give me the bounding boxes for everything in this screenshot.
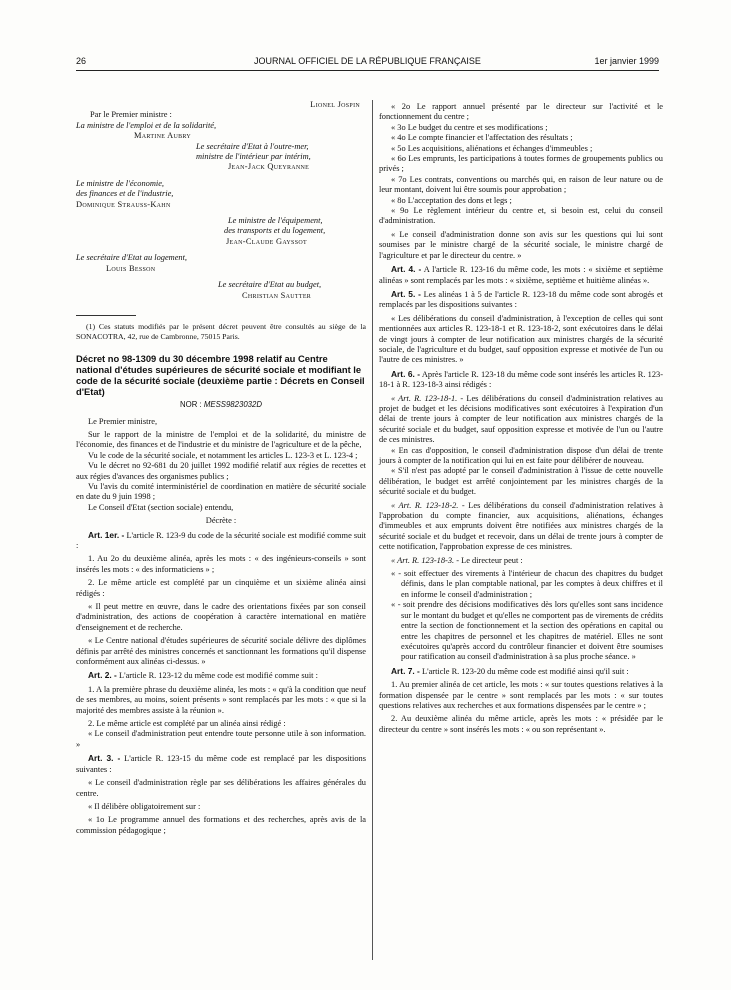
article-5 (379, 289, 663, 311)
paragraph: 2. Le même article est complété par un alinéa ainsi rédigé : (88, 719, 286, 729)
paragraph: Vu le décret no 92-681 du 20 juillet 1992 modifié relatif aux régies de recettes et aux régies d'avances des organismes publics ; (76, 461, 366, 481)
bullet-item: « - soit prendre des décisions modificatives dès lors qu'elles sont sans incidence sur le montant du budget et qu'elles ne comportent pas de virements de crédits entre la section de fonctionnement et la section des opérations en capital ou entre les chapitres de personnel et les chapitres de matériel. Elles ne sont exécutoires qu'après accord du contrôleur financier et doivent être soumises pour ratification au conseil d'administration à sa plus proche séance. » (391, 600, 663, 662)
pm-by: Par le Premier ministre : (90, 110, 172, 120)
paragraph: Vu l'avis du comité interministériel de coordination en matière de sécurité sociale en date du 9 juin 1998 ; (76, 481, 366, 502)
left-column (76, 100, 366, 836)
column-separator (372, 100, 373, 960)
footnote-rule (76, 315, 136, 316)
paragraph: « 1o Le programme annuel des formations et des recherches, après avis de la commission pédagogique ; (76, 815, 366, 835)
article-label: Art. 2. - (88, 670, 117, 681)
page-number: 26 (76, 56, 87, 66)
paragraph: « En cas d'opposition, le conseil d'administration dispose d'un délai de trente jours à compter de la notification qui lui en est faite pour délibérer de nouveau. (379, 445, 663, 465)
paragraph: « 8o L'acceptation des dons et legs ; (391, 195, 512, 205)
paragraph: « Le conseil d'administration donne son avis sur les questions qui lui sont soumises par le ministre chargé de la sécurité sociale, le ministre chargé de l'agriculture et par le directeur du centre. » (379, 229, 663, 260)
bullet-item: « - soit effectuer des virements à l'intérieur de chacun des chapitres du budget définis, dans le plan comptable national, par les comptes à deux chiffres et il en informe le conseil d'administration ; (391, 569, 663, 599)
paragraph: « Il peut mettre en œuvre, dans le cadre des orientations fixées par son conseil d'administration, des actions de coopération à caractère international en matière d'enseignement et de recherche. (76, 602, 366, 632)
paragraph: « S'il n'est pas adopté par le conseil d'administration à l'issue de cette nouvelle délibération, le budget est arrêté conjointement par les ministres chargés de la sécurité sociale et du budget. (379, 466, 663, 497)
budget-title: Le secrétaire d'Etat au budget, (218, 280, 322, 290)
article-label: Art. 6. - (391, 368, 421, 379)
economie-title1: Le ministre de l'économie, (76, 178, 165, 188)
decrete-heading: Décrète : (205, 516, 237, 526)
article-1 (76, 530, 366, 552)
article-text: L'article R. 123-12 du même code est modifié comme suit : (118, 671, 318, 681)
pm-name: Lionel Jospin (310, 100, 360, 109)
logement-name: Louis Besson (106, 263, 156, 273)
paragraph-text: Les délibérations du conseil d'administration relatives à l'approbation du compte financier, aux acquisitions, aliénations, échanges d'immeubles et aux emprunts doivent être notifiées aux ministres chargés de la sécurité sociale et du budget et recevoir, dans un délai de trente jours à compter de cette notification, l'approbation expresse de ces ministres. (379, 500, 663, 552)
outremer-title2: ministre de l'intérieur par intérim, (196, 152, 311, 162)
article-label: Art. 3. - (88, 753, 121, 764)
article-2 (76, 670, 366, 681)
paragraph: « Le Centre national d'études supérieures de sécurité sociale délivre des diplômes définis par arrêté des ministres concernés et sanctionnant les formations qu'il dispense conformément aux alinéas ci-dessus. » (76, 636, 366, 667)
paragraph: 1. Au premier alinéa de cet article, les mots : « sur toutes questions relatives à la formation dispensée par le centre » sont remplacés par les mots : « sur toutes questions relatives aux recherches et aux formations dispensées par le centre » ; (379, 680, 663, 710)
outremer-title1: Le secrétaire d'Etat à l'outre-mer, (196, 141, 309, 151)
economie-title2: des finances et de l'industrie, (76, 189, 174, 199)
paragraph: « Les délibérations du conseil d'administration, à l'exception de celles qui sont mentionnées aux articles R. 123-18-1 et R. 123-18-2, sont exécutoires dans le délai de vingt jours à compter de leur notification aux ministres chargés de la sécurité sociale, de l'agriculture et du budget, sauf opposition expresse et motivée de l'un ou l'autre de ces ministres. » (379, 313, 663, 365)
paragraph: 2. Le même article est complété par un cinquième et un sixième alinéa ainsi rédigés : (76, 578, 366, 598)
paragraph: « 3o Le budget du centre et ses modifications ; (391, 122, 548, 132)
issue-date: 1er janvier 1999 (594, 56, 659, 66)
paragraph: 1. A la première phrase du deuxième alinéa, les mots : « qu'à la condition que neuf de ses membres, au moins, soient présents » sont remplacés par les mots : « que si la majorité des membres assiste à la réunion ». (76, 684, 366, 715)
paragraph: Sur le rapport de la ministre de l'emploi et de la solidarité, du ministre de l'économie, des finances et de l'industrie et du ministre de l'agriculture et de la pêche, (76, 429, 366, 450)
article-label: Art. 4. - (391, 264, 422, 275)
footnote: (1) Ces statuts modifiés par le présent décret peuvent être consultés au siège de la SONACOTRA, 42, rue de Cambronne, 75015 Paris. (76, 321, 366, 341)
article-text: L'article R. 123-15 du même code est remplacé par les dispositions suivantes : (76, 754, 366, 774)
article-text: A l'article R. 123-16 du même code, les mots : « sixième et septième alinéas » sont remplacés par les mots : « sixième, septième et huitième alinéas ». (379, 265, 663, 285)
economie-name: Dominique Strauss-Kahn (76, 199, 171, 209)
sub-article-label: « Art. R. 123-18-1. - (391, 393, 464, 403)
article-text: Les alinéas 1 à 5 de l'article R. 123-18 du même code sont abrogés et remplacés par les dispositions suivantes : (379, 289, 664, 310)
emploi-name: Martine Aubry (134, 131, 192, 141)
decree-title: Décret no 98-1309 du 30 décembre 1998 relatif au Centre national d'études supérieures de sécurité sociale et modifiant le code de la sécurité sociale (deuxième partie : Décrets en Conseil d'Etat) (76, 353, 365, 398)
paragraph (379, 394, 663, 446)
equipement-title2: des transports et du logement, (224, 226, 326, 236)
article-3 (76, 753, 366, 775)
paragraph: Vu le code de la sécurité sociale, et notamment les articles L. 123-3 et L. 123-4 ; (88, 450, 358, 460)
paragraph (379, 556, 663, 566)
paragraph: « 6o Les emprunts, les participations à toutes formes de groupements publics ou privés ; (379, 154, 663, 174)
paragraph: « 7o Les contrats, conventions ou marchés qui, en raison de leur nature ou de leur montant, doivent lui être soumis pour approbation ; (379, 174, 663, 195)
article-label: Art. 7. - (391, 665, 420, 676)
signature-block (76, 100, 366, 301)
equipement-title1: Le ministre de l'équipement, (228, 216, 323, 226)
header-rule (76, 70, 659, 71)
article-text: L'article R. 123-9 du code de la sécurité sociale est modifié comme suit : (76, 530, 366, 550)
article-text: Après l'article R. 123-18 du même code sont insérés les articles R. 123-18-1 à R. 123-18-3 ainsi rédigés : (379, 369, 664, 390)
sub-article-label: « Art. R. 123-18-3. - (391, 555, 460, 565)
paragraph: « 4o Le compte financier et l'affectation des résultats ; (391, 133, 573, 143)
nor-reference (76, 400, 366, 410)
article-text: L'article R. 123-20 du même code est modifié ainsi qu'il suit : (421, 666, 629, 676)
paragraph-text: Les délibérations du conseil d'administration relatives au projet de budget et les décisions modificatives sont exécutoires à l'expiration d'un délai de trente jours à compter de leur notification aux ministres chargés de la sécurité sociale et du budget, sauf opposition expresse et motivée de l'un ou l'autre de ces ministres. (379, 393, 663, 445)
article-7 (379, 666, 663, 677)
paragraph: Le Conseil d'Etat (section sociale) entendu, (88, 502, 234, 512)
paragraph: 1. Au 2o du deuxième alinéa, après les mots : « des ingénieurs-conseils » sont insérés les mots : « des informaticiens » ; (76, 554, 366, 574)
page-header (76, 56, 659, 70)
equipement-name: Jean-Claude Gayssot (226, 236, 307, 246)
article-6 (379, 369, 663, 391)
nor-code: MESS9823032D (203, 400, 262, 410)
right-column (379, 102, 663, 735)
paragraph: « 5o Les acquisitions, aliénations et échanges d'immeubles ; (391, 143, 593, 153)
paragraph: « Le conseil d'administration peut entendre toute personne utile à son information. » (76, 729, 366, 749)
article-label: Art. 5. - (391, 288, 421, 299)
journal-title: JOURNAL OFFICIEL DE LA RÉPUBLIQUE FRANÇAISE (254, 56, 481, 66)
paragraph: « Il délibère obligatoirement sur : (88, 801, 201, 811)
paragraph: 2. Au deuxième alinéa du même article, après les mots : « présidée par le directeur du centre » sont insérés les mots : « ou son représentant ». (379, 714, 663, 734)
emploi-title: La ministre de l'emploi et de la solidarité, (76, 120, 217, 130)
logement-title: Le secrétaire d'Etat au logement, (76, 253, 188, 263)
nor-label: NOR : (180, 400, 202, 410)
outremer-name: Jean-Jack Queyranne (228, 162, 310, 172)
paragraph: « 9o Le règlement intérieur du centre et, si besoin est, celui du conseil d'administration. (379, 206, 663, 226)
paragraph (379, 501, 663, 553)
budget-name: Christian Sautter (242, 290, 312, 300)
article-label: Art. 1er. - (88, 529, 125, 540)
sub-article-label: « Art. R. 123-18-2. - (391, 500, 465, 510)
paragraph: « 2o Le rapport annuel présenté par le directeur sur l'activité et le fonctionnement du centre ; (379, 102, 663, 122)
paragraph-text: Le directeur peut : (461, 555, 523, 565)
paragraph: Le Premier ministre, (88, 416, 158, 426)
article-4 (379, 264, 663, 286)
paragraph: « Le conseil d'administration règle par ses délibérations les affaires générales du centre. (76, 778, 366, 798)
